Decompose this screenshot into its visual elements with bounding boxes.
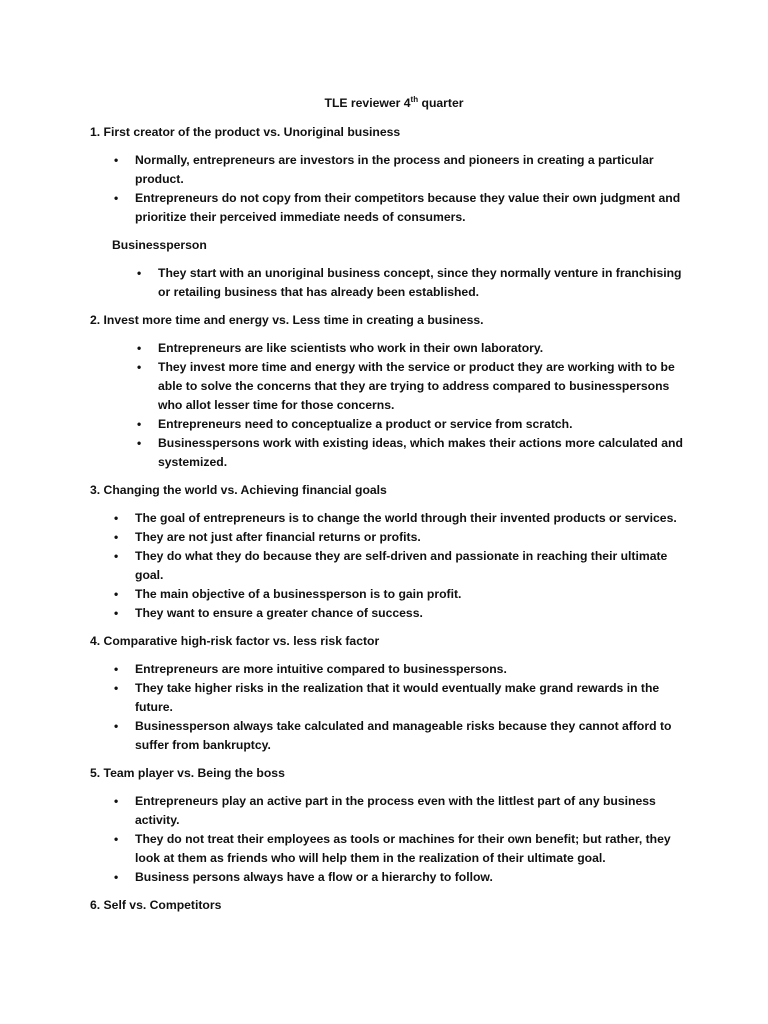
bullet-icon: • <box>114 794 119 808</box>
title-main: TLE reviewer 4 <box>324 96 411 110</box>
bullet-list-1 <box>90 151 690 227</box>
list-item: • Businessperson always take calculated and manageable risks because they cannot afford to suffer from bankruptcy. <box>114 719 672 752</box>
bullet-icon: • <box>114 511 119 525</box>
list-item: • They do what they do because they are self-driven and passionate in reaching their ultimate goal. <box>114 549 668 582</box>
list-item: • The goal of entrepreneurs is to change the world through their invented products or services. <box>135 509 690 528</box>
bullet-icon: • <box>137 417 142 431</box>
subheading-businessperson: Businessperson <box>112 238 207 252</box>
bullet-icon: • <box>114 719 119 733</box>
bullet-icon: • <box>114 549 119 563</box>
list-item: • Entrepreneurs are like scientists who work in their own laboratory. <box>158 339 690 358</box>
bullet-list-4 <box>90 660 690 755</box>
bullet-list-5 <box>90 792 690 887</box>
list-item: • Entrepreneurs need to conceptualize a product or service from scratch. <box>158 415 690 434</box>
section-heading-5: 5. Team player vs. Being the boss <box>90 766 285 780</box>
title-tail: quarter <box>418 96 464 110</box>
list-item: • They want to ensure a greater chance of success. <box>135 604 690 623</box>
bullet-icon: • <box>137 360 142 374</box>
bullet-icon: • <box>114 832 119 846</box>
bullet-icon: • <box>114 662 119 676</box>
bullet-icon: • <box>114 191 119 205</box>
list-item: • Normally, entrepreneurs are investors in the process and pioneers in creating a particular product. <box>114 153 654 186</box>
bullet-icon: • <box>137 341 142 355</box>
bullet-icon: • <box>114 606 119 620</box>
list-item: • Business persons always have a flow or a hierarchy to follow. <box>135 868 690 887</box>
bullet-icon: • <box>114 153 119 167</box>
bullet-icon: • <box>114 587 119 601</box>
bullet-icon: • <box>114 870 119 884</box>
document-page <box>90 94 690 924</box>
bullet-icon: • <box>137 436 142 450</box>
bullet-icon: • <box>137 266 142 280</box>
list-item: • They take higher risks in the realization that it would eventually make grand rewards in the future. <box>114 681 660 714</box>
list-item: • They invest more time and energy with the service or product they are working with to be able to solve the concerns that they are trying to address compared to businesspersons who allot lesser time for those concerns. <box>137 360 675 412</box>
section-heading-1: 1. First creator of the product vs. Unoriginal business <box>90 125 401 139</box>
section-heading-2: 2. Invest more time and energy vs. Less time in creating a business. <box>90 313 484 327</box>
bullet-list-3 <box>90 509 690 623</box>
bullet-list-2 <box>90 339 690 472</box>
sub-bullet-list-1 <box>90 264 690 302</box>
document-title <box>90 94 690 113</box>
bullet-icon: • <box>114 681 119 695</box>
section-heading-3: 3. Changing the world vs. Achieving financial goals <box>90 483 387 497</box>
list-item: • They start with an unoriginal business concept, since they normally venture in franchising or retailing business that has already been established. <box>137 266 682 299</box>
list-item: • They are not just after financial returns or profits. <box>135 528 690 547</box>
title-superscript: th <box>410 94 419 104</box>
list-item: • Entrepreneurs do not copy from their competitors because they value their own judgment and prioritize their perceived immediate needs of consumers. <box>114 191 681 224</box>
list-item: • They do not treat their employees as tools or machines for their own benefit; but rather, they look at them as friends who will help them in the realization of their ultimate goal. <box>114 832 671 865</box>
bullet-icon: • <box>114 530 119 544</box>
list-item: • Entrepreneurs play an active part in the process even with the littlest part of any business activity. <box>114 794 656 827</box>
list-item: • Entrepreneurs are more intuitive compared to businesspersons. <box>135 660 690 679</box>
list-item: • The main objective of a businessperson is to gain profit. <box>135 585 690 604</box>
section-heading-4: 4. Comparative high-risk factor vs. less risk factor <box>90 634 380 648</box>
section-heading-6: 6. Self vs. Competitors <box>90 898 222 912</box>
list-item: • Businesspersons work with existing ideas, which makes their actions more calculated and systemized. <box>137 436 683 469</box>
